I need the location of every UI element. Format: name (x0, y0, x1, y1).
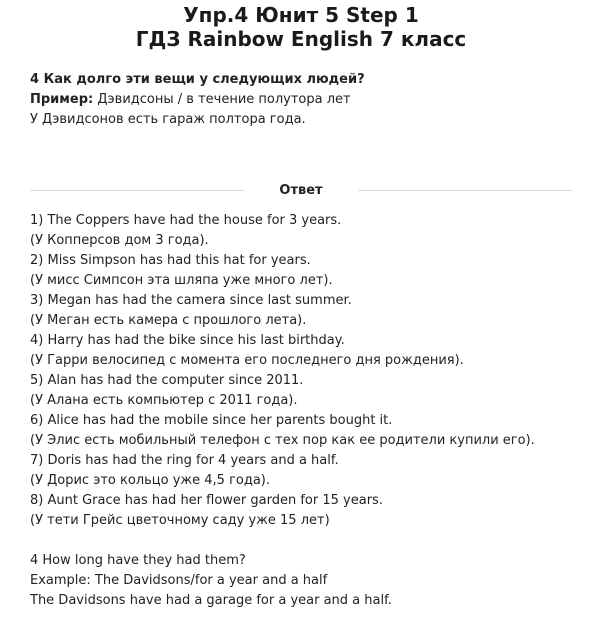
answer-line: (У Копперсов дом 3 года). (30, 233, 209, 248)
task-example-answer: У Дэвидсонов есть гараж полтора года. (30, 112, 306, 127)
answer-line: 3) Megan has had the camera since last summer. (30, 293, 352, 308)
answer-line: (У Элис есть мобильный телефон с тех пор как ее родители купили его). (30, 433, 535, 448)
answer-line: 4) Harry has had the bike since his last birthday. (30, 333, 345, 348)
task-example (30, 90, 365, 110)
example-text: Дэвидсоны / в течение полутора лет (93, 92, 351, 107)
answer-heading: Ответ (279, 182, 323, 198)
page-subtitle: ГДЗ Rainbow English 7 класс (135, 27, 467, 51)
english-answer: The Davidsons have had a garage for a year and a half. (30, 593, 392, 608)
answer-line: 7) Doris has had the ring for 4 years and a half. (30, 453, 339, 468)
answer-line: 8) Aunt Grace has had her flower garden for 15 years. (30, 493, 383, 508)
answer-line: (У мисс Симпсон эта шляпа уже много лет). (30, 273, 333, 288)
answer-line: (У Алана есть компьютер с 2011 года). (30, 393, 298, 408)
answer-line: 5) Alan has had the computer since 2011. (30, 373, 304, 388)
answer-line: 1) The Coppers have had the house for 3 years. (30, 213, 342, 228)
divider-line-left (30, 190, 244, 191)
answer-line: 2) Miss Simpson has had this hat for years. (30, 253, 311, 268)
answer-divider (30, 180, 572, 200)
english-task-block (30, 551, 392, 611)
answer-line: (У тети Грейс цветочному саду уже 15 лет) (30, 513, 330, 528)
task-block (30, 70, 365, 130)
answer-line: (У Гарри велосипед с момента его последнего дня рождения). (30, 353, 464, 368)
task-question: 4 Как долго эти вещи у следующих людей? (30, 72, 365, 87)
answer-line: 6) Alice has had the mobile since her parents bought it. (30, 413, 393, 428)
divider-line-right (358, 190, 572, 191)
answer-line: (У Дорис это кольцо уже 4,5 года). (30, 473, 271, 488)
english-question: 4 How long have they had them? (30, 553, 246, 568)
english-example: Example: The Davidsons/for a year and a half (30, 573, 328, 588)
page-title: Упр.4 Юнит 5 Step 1 (183, 3, 419, 27)
answers-list (30, 211, 535, 531)
example-label: Пример: (30, 92, 94, 107)
answer-line: (У Меган есть камера с прошлого лета). (30, 313, 307, 328)
